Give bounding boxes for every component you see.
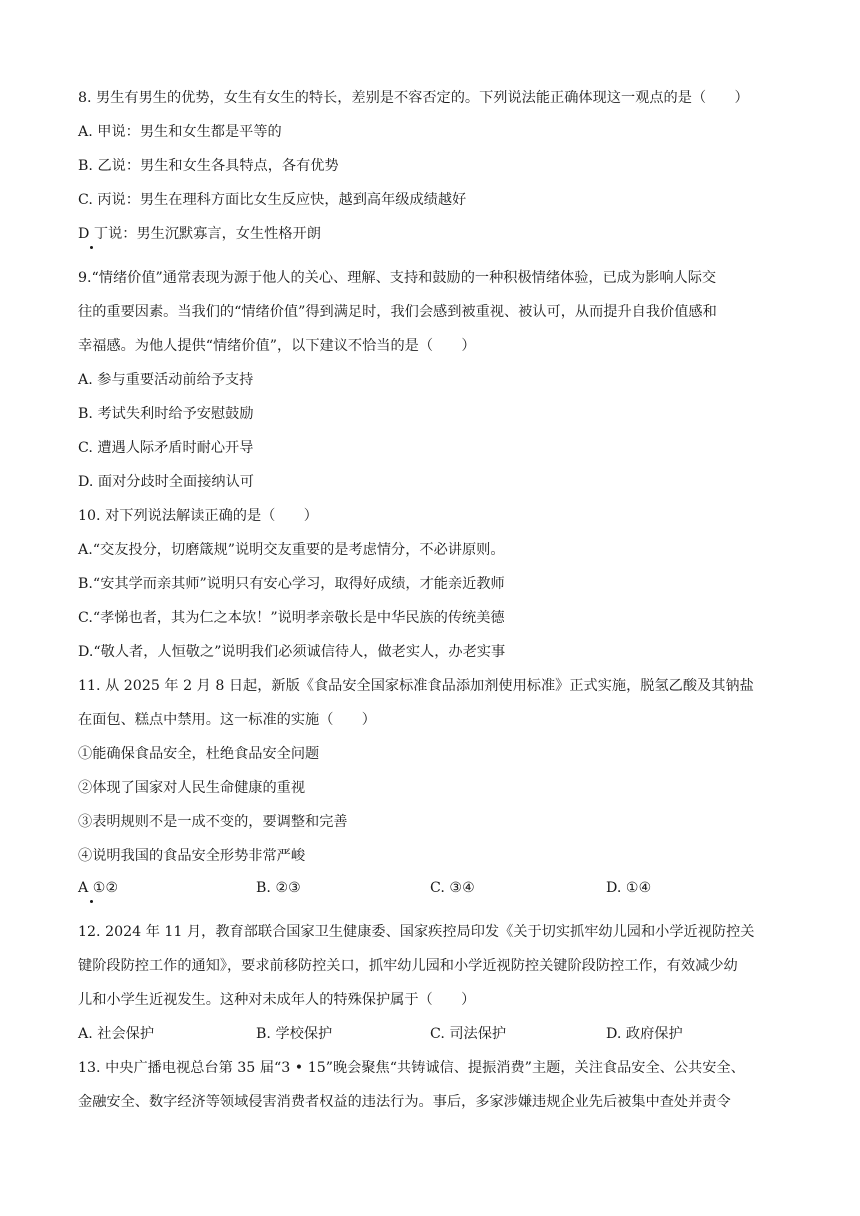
question-12-option-d: D. 政府保护 (606, 1026, 683, 1042)
question-8-option-b: B. 乙说：男生和女生各具特点，各有优势 (78, 158, 339, 174)
question-12-stem-line-2: 键阶段防控工作的通知》，要求前移防控关口，抓牢幼儿园和小学近视防控关键阶段防控工作，有效减少幼 (78, 958, 738, 974)
question-11-option-d: D. ①④ (606, 880, 652, 896)
question-11-option-c: C. ③④ (430, 880, 475, 896)
question-8-option-c: C. 丙说：男生在理科方面比女生反应快，越到高年级成绩越好 (78, 192, 467, 208)
question-10-option-d: D.“敬人者，人恒敬之”说明我们必须诚信待人，做老实人，办老实事 (78, 644, 506, 660)
question-11-option-b: B. ②③ (256, 880, 301, 896)
question-9-option-a: A. 参与重要活动前给予支持 (78, 372, 254, 388)
question-10-option-c: C.“孝悌也者，其为仁之本欤！”说明孝亲敬长是中华民族的传统美德 (78, 610, 505, 626)
question-11-item-1: ①能确保食品安全，杜绝食品安全问题 (78, 746, 320, 762)
question-11-stem-line-2: 在面包、糕点中禁用。这一标准的实施（ ） (78, 712, 376, 728)
question-9-stem-line-1: 9.“情绪价值”通常表现为源于他人的关心、理解、支持和鼓励的一种积极情绪体验，已成为影响人际交 (78, 270, 717, 286)
question-8-stem: 8. 男生有男生的优势，女生有女生的特长，差别是不容否定的。下列说法能正确体现这一观点的是（ ） (78, 90, 749, 106)
question-10-option-a: A.“交友投分，切磨箴规”说明交友重要的是考虑情分，不必讲原则。 (78, 542, 505, 558)
question-12-option-a: A. 社会保护 (78, 1026, 155, 1042)
question-12-option-b: B. 学校保护 (256, 1026, 333, 1042)
question-11-item-2: ②体现了国家对人民生命健康的重视 (78, 780, 306, 796)
question-10-stem: 10. 对下列说法解读正确的是（ ） (78, 508, 318, 524)
question-10-option-b: B.“安其学而亲其师”说明只有安心学习，取得好成绩，才能亲近教师 (78, 576, 505, 592)
question-12-stem-line-1: 12. 2024 年 11 月，教育部联合国家卫生健康委、国家疾控局印发《关于切实抓牢幼儿园和小学近视防控关 (78, 924, 755, 940)
question-9-option-b: B. 考试失利时给予安慰鼓励 (78, 406, 254, 422)
question-9-option-d: D. 面对分歧时全面接纳认可 (78, 474, 254, 490)
question-8-option-d: D 丁说：男生沉默寡言，女生性格开朗 (78, 226, 321, 242)
question-12-option-c: C. 司法保护 (430, 1026, 507, 1042)
question-11-stem-line-1: 11. 从 2025 年 2 月 8 日起，新版《食品安全国家标准食品添加剂使用标准》正式实施，脱氢乙酸及其钠盐 (78, 678, 754, 694)
question-11-item-3: ③表明规则不是一成不变的，要调整和完善 (78, 814, 348, 830)
question-12-stem-line-3: 儿和小学生近视发生。这种对未成年人的特殊保护属于（ ） (78, 992, 476, 1008)
question-8-option-a: A. 甲说：男生和女生都是平等的 (78, 124, 282, 140)
question-13-stem-line-2: 金融安全、数字经济等领域侵害消费者权益的违法行为。事后，多家涉嫌违规企业先后被集中查处并责令 (78, 1094, 731, 1110)
question-11-item-4: ④说明我国的食品安全形势非常严峻 (78, 848, 306, 864)
question-9-stem-line-2: 往的重要因素。当我们的“情绪价值”得到满足时，我们会感到被重视、被认可，从而提升自我价值感和 (78, 304, 717, 320)
question-11-option-a: A ①② (78, 880, 119, 896)
emphasis-dot (90, 900, 93, 903)
emphasis-dot (90, 246, 93, 249)
question-13-stem-line-1: 13. 中央广播电视总台第 35 届“3 • 15”晚会聚焦“共铸诚信、提振消费”主题，关注食品安全、公共安全、 (78, 1060, 745, 1076)
question-9-option-c: C. 遭遇人际矛盾时耐心开导 (78, 440, 254, 456)
question-9-stem-line-3: 幸福感。为他人提供“情绪价值”，以下建议不恰当的是（ ） (78, 338, 476, 354)
